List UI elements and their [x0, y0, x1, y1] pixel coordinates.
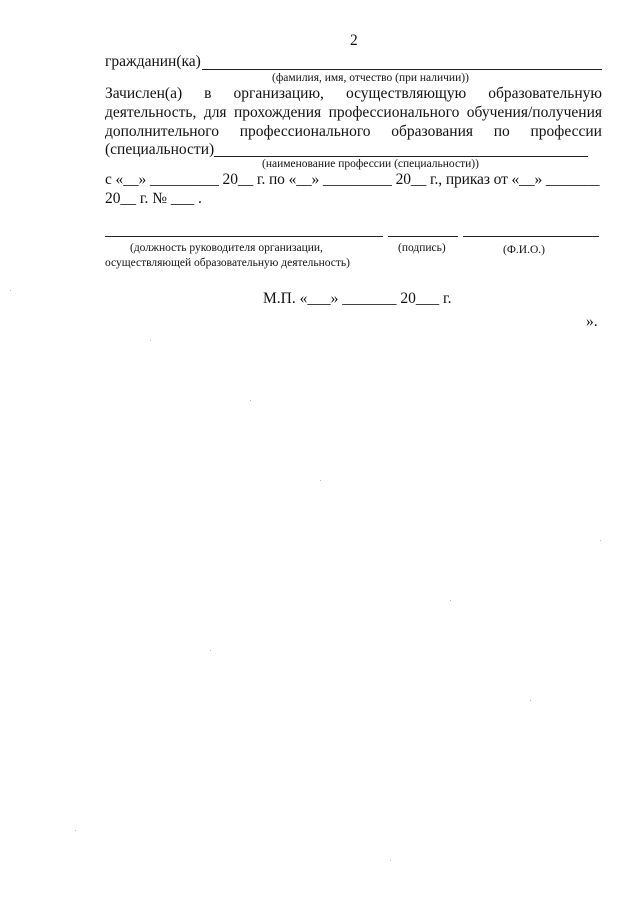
position-hint-1: (должность руководителя организации, [130, 242, 323, 254]
scan-speck [10, 290, 11, 291]
dates-line-2: 20__ г. № ___ . [105, 190, 202, 207]
closing-mark: ». [586, 313, 598, 330]
scan-speck [600, 540, 601, 541]
scan-speck [75, 830, 76, 831]
position-line[interactable] [105, 236, 383, 237]
scan-speck [530, 700, 531, 701]
page-number: 2 [350, 32, 358, 49]
enrolled-word: профессионального [328, 104, 460, 121]
profession-name-hint: (наименование профессии (специальности)) [262, 158, 479, 170]
scan-speck [150, 340, 151, 341]
scan-speck [250, 400, 251, 401]
signature-hint: (подпись) [398, 242, 446, 254]
enrolled-word: в [204, 85, 212, 102]
enrolled-line-1 [105, 86, 602, 102]
stamp-line: М.П. «___» _______ 20___ г. [263, 290, 452, 307]
enrolled-word: образовательную [488, 85, 602, 102]
enrolled-word: по [493, 123, 510, 140]
enrolled-word: прохождения [234, 104, 322, 121]
enrolled-word: дополнительного [105, 123, 220, 140]
enrolled-word: Зачислен(а) [105, 85, 183, 102]
enrolled-word: обучения/получения [466, 104, 602, 121]
enrolled-line-3 [105, 124, 602, 140]
profession-name-line[interactable] [214, 156, 588, 157]
full-name-line[interactable] [463, 236, 599, 237]
citizen-label: гражданин(ка) [105, 53, 201, 70]
scan-speck [450, 600, 451, 601]
scan-speck [210, 650, 211, 651]
signature-line[interactable] [388, 236, 458, 237]
enrolled-word: образования [391, 123, 474, 140]
enrolled-word: организацию, [233, 85, 324, 102]
enrolled-line-2 [105, 105, 602, 121]
citizen-name-line[interactable] [202, 69, 602, 70]
scan-speck [390, 860, 391, 861]
enrolled-word: профессионального [239, 123, 371, 140]
dates-line-1: с «__» _________ 20__ г. по «__» _________ 20__ г., приказ от «__» _______ [105, 171, 600, 188]
enrolled-word: профессии [530, 123, 602, 140]
enrolled-word: для [203, 104, 227, 121]
specialty-label: (специальности) [105, 141, 215, 158]
scan-speck [320, 480, 321, 481]
enrolled-word: деятельность, [105, 104, 197, 121]
citizen-name-hint: (фамилия, имя, отчество (при наличии)) [272, 72, 469, 84]
full-name-hint: (Ф.И.О.) [503, 244, 545, 256]
enrolled-word: осуществляющую [345, 85, 467, 102]
position-hint-2: осуществляющей образовательную деятельность) [105, 257, 351, 269]
